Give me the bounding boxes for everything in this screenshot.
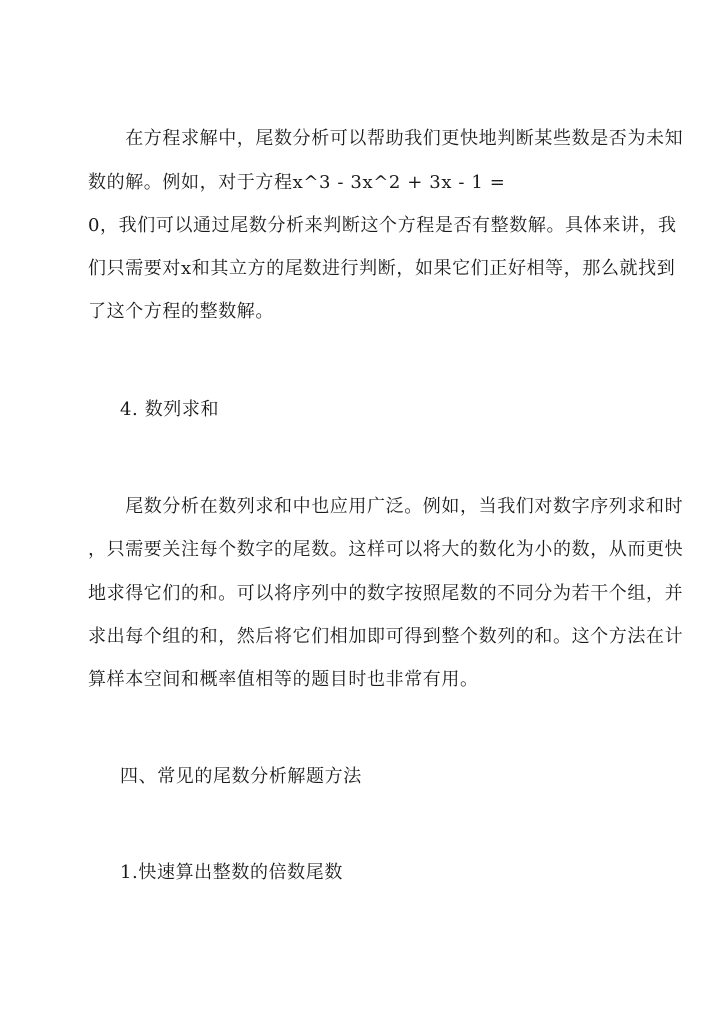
paragraph-equation-line-5: 了这个方程的整数解。 [88,301,274,322]
heading-series-sum: 4. 数列求和 [120,399,220,420]
paragraph-equation-line-1: 在方程求解中，尾数分析可以帮助我们更快地判断某些数是否为未知 [88,128,684,149]
paragraph-series-line-4: 求出每个组的和，然后将它们相加即可得到整个数列的和。这个方法在计 [88,626,684,647]
paragraph-equation-line-3: 0，我们可以通过尾数分析来判断这个方程是否有整数解。具体来讲，我 [88,215,677,236]
paragraph-equation-line-4: 们只需要对x和其立方的尾数进行判断，如果它们正好相等，那么就找到 [88,258,676,279]
paragraph-equation-line-2: 数的解。例如，对于方程x^3 - 3x^2 + 3x - 1 = [88,172,506,193]
paragraph-series-line-1: 尾数分析在数列求和中也应用广泛。例如，当我们对数字序列求和时 [88,496,684,517]
heading-common-methods: 四、常见的尾数分析解题方法 [120,766,362,787]
paragraph-series-line-3: 地求得它们的和。可以将序列中的数字按照尾数的不同分为若干个组，并 [88,583,684,604]
heading-multiple-tail: 1.快速算出整数的倍数尾数 [120,862,343,883]
paragraph-series-line-2: ，只需要关注每个数字的尾数。这样可以将大的数化为小的数，从而更快 [88,539,684,560]
paragraph-series-line-5: 算样本空间和概率值相等的题目时也非常有用。 [88,669,479,690]
